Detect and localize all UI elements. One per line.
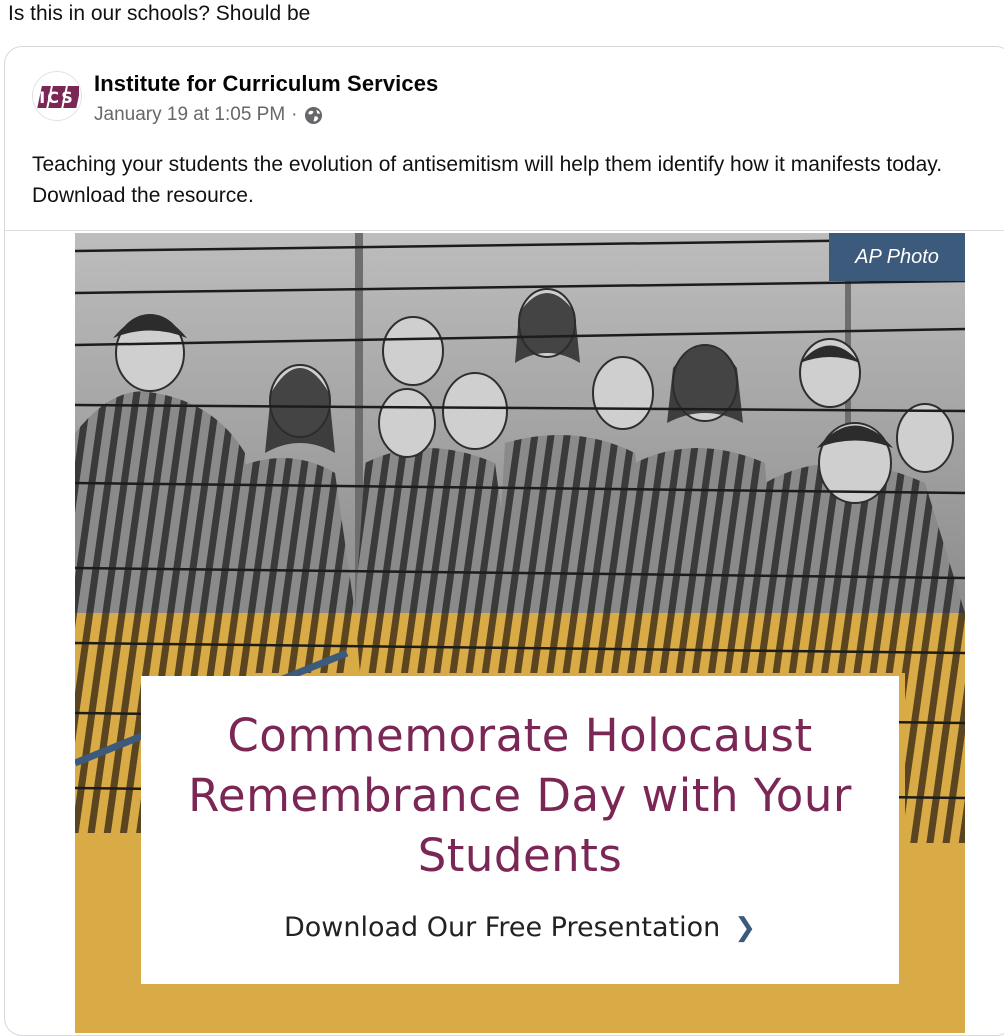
share-caption: Is this in our schools? Should be xyxy=(8,2,311,25)
meta-separator: · xyxy=(291,104,298,125)
post-image[interactable] xyxy=(75,233,965,1033)
post-text: Teaching your students the evolution of antisemitism will help them identify how it manifests today. Download the resource. xyxy=(32,153,943,207)
download-presentation-link[interactable] xyxy=(141,912,899,943)
promo-box[interactable] xyxy=(141,676,899,984)
cta-label: Download Our Free Presentation xyxy=(283,912,721,943)
ics-logo-text: ICS xyxy=(39,88,75,107)
post-timestamp[interactable]: January 19 at 1:05 PM xyxy=(94,104,286,125)
page-name-link[interactable]: Institute for Curriculum Services xyxy=(94,71,439,96)
chevron-right-icon: ❯ xyxy=(734,912,757,943)
photo-credit-badge: AP Photo xyxy=(829,233,965,281)
globe-icon xyxy=(304,106,323,125)
divider xyxy=(5,230,1004,231)
promo-title: Commemorate Holocaust Remembrance Day with Your Students xyxy=(188,709,852,882)
post-meta xyxy=(94,104,323,126)
page-avatar[interactable] xyxy=(32,71,82,121)
post-card xyxy=(4,46,1004,1036)
ics-logo xyxy=(35,81,79,111)
